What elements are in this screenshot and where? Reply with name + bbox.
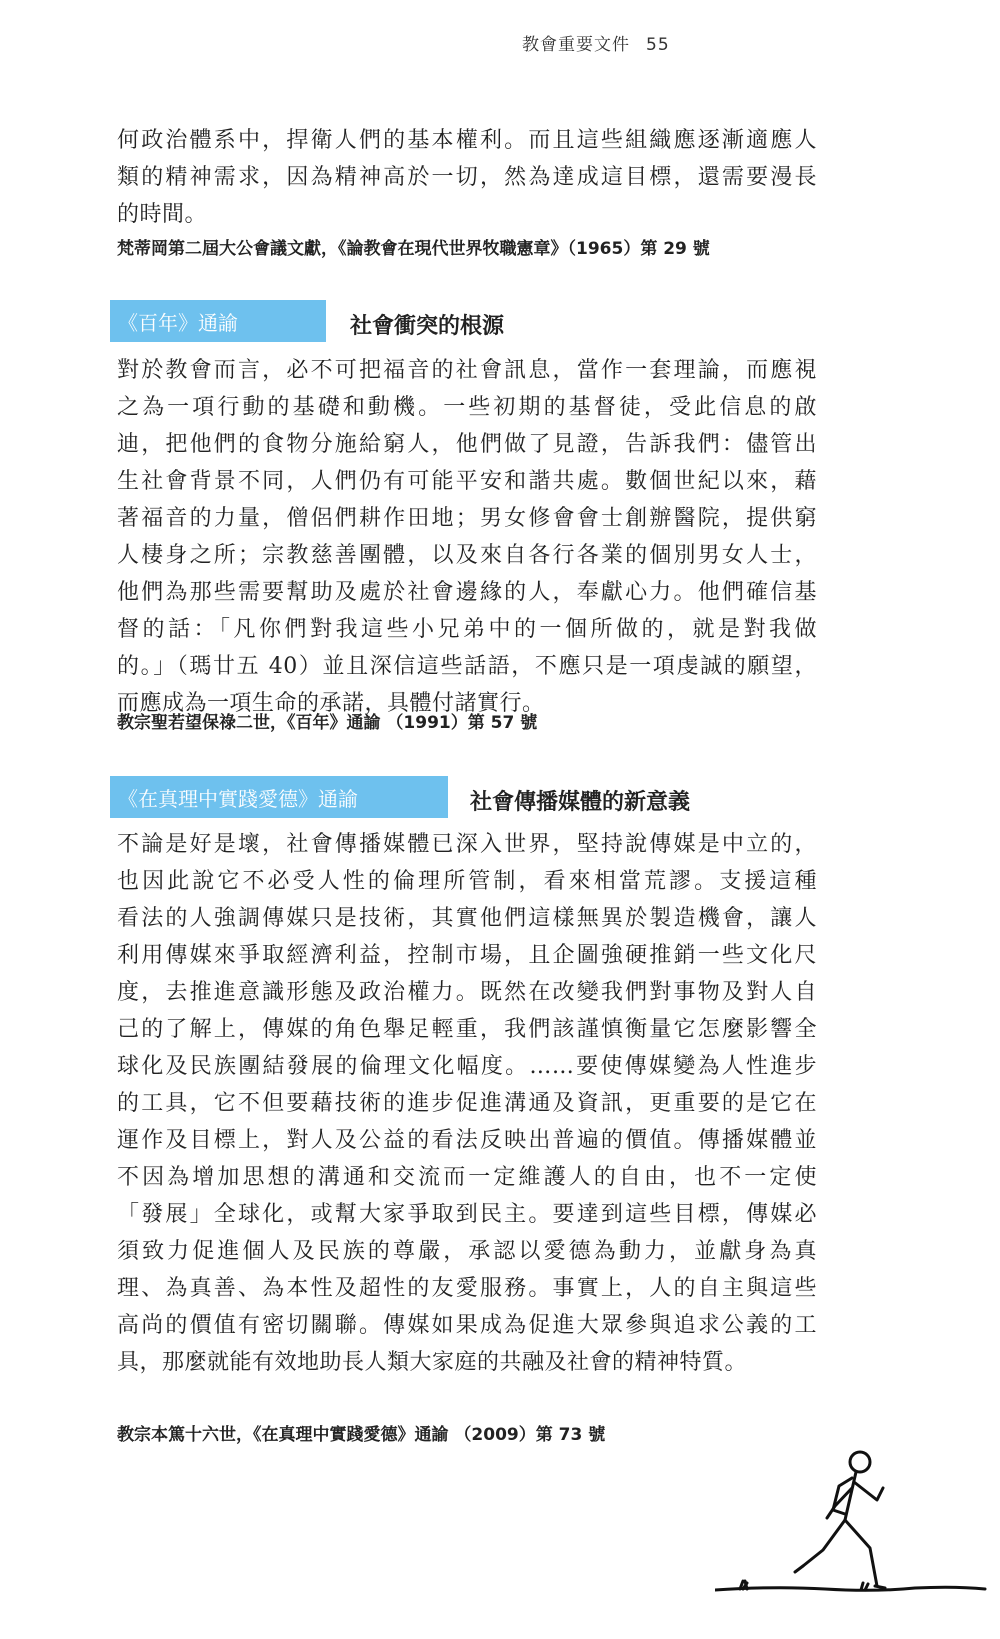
text-line: 對於教會而言，必不可把福音的社會訊息，當作一套理論，而應視 <box>117 358 817 383</box>
text-line: 利用傳媒來爭取經濟利益，控制市場，且企圖強硬推銷一些文化尺 <box>117 943 817 968</box>
text-line: 何政治體系中，捍衛人們的基本權利。而且這些組織應逐漸適應人 <box>117 128 817 153</box>
running-header <box>522 30 670 55</box>
text-line: 須致力促進個人及民族的尊嚴，承認以愛德為動力，並獻身為真 <box>117 1239 817 1264</box>
text-line: 不因為增加思想的溝通和交流而一定維護人的自由，也不一定使 <box>117 1165 817 1190</box>
text-line: 不論是好是壞，社會傳播媒體已深入世界，堅持說傳媒是中立的， <box>117 832 817 857</box>
section1-source: 教宗聖若望保祿二世，《百年》通諭 （1991）第 57 號 <box>117 713 538 733</box>
text-line: 也因此說它不必受人性的倫理所管制，看來相當荒謬。支援這種 <box>117 869 817 894</box>
text-line: 生社會背景不同，人們仍有可能平安和諧共處。數個世紀以來，藉 <box>117 469 817 494</box>
text-line: 督的話：「凡你們對我這些小兄弟中的一個所做的，就是對我做 <box>117 617 817 642</box>
text-line: 的時間。 <box>117 202 208 227</box>
text-line: 而應成為一項生命的承諾，具體付諸實行。 <box>117 691 545 716</box>
text-line: 迪，把他們的食物分施給窮人，他們做了見證，告訴我們：儘管出 <box>117 432 817 457</box>
text-line: 度，去推進意識形態及政治權力。既然在改變我們對事物及對人自 <box>117 980 817 1005</box>
section2-paragraph <box>117 826 817 1381</box>
text-line: 理、為真善、為本性及超性的友愛服務。事實上，人的自主與這些 <box>117 1276 817 1301</box>
text-line: 運作及目標上，對人及公益的看法反映出普遍的價值。傳播媒體並 <box>117 1128 817 1153</box>
text-line: 人棲身之所；宗教慈善團體，以及來自各行各業的個別男女人士， <box>117 543 817 568</box>
text-line: 的。」（瑪廿五 40）並且深信這些話語，不應只是一項虔誠的願望， <box>117 654 817 679</box>
text-line: 看法的人強調傳媒只是技術，其實他們這樣無異於製造機會，讓人 <box>117 906 817 931</box>
text-line: 「發展」全球化，或幫大家爭取到民主。要達到這些目標，傳媒必 <box>117 1202 817 1227</box>
text-line: 著福音的力量，僧侶們耕作田地；男女修會會士創辦醫院，提供窮 <box>117 506 817 531</box>
page-number: 55 <box>646 35 670 55</box>
text-line: 類的精神需求，因為精神高於一切，然為達成這目標，還需要漫長 <box>117 165 817 190</box>
section2-source: 教宗本篤十六世，《在真理中實踐愛德》通諭 （2009）第 73 號 <box>117 1425 606 1445</box>
text-line: 具，那麼就能有效地助長人類大家庭的共融及社會的精神特質。 <box>117 1350 748 1375</box>
section1-paragraph <box>117 352 817 722</box>
section1-label: 《百年》通諭 <box>110 300 326 342</box>
text-line: 己的了解上，傳媒的角色舉足輕重，我們該謹慎衡量它怎麼影響全 <box>117 1017 817 1042</box>
text-line: 他們為那些需要幫助及處於社會邊緣的人，奉獻心力。他們確信基 <box>117 580 817 605</box>
text-line: 的工具，它不但要藉技術的進步促進溝通及資訊，更重要的是它在 <box>117 1091 817 1116</box>
running-figure-illustration <box>715 1440 1000 1630</box>
intro-paragraph <box>117 122 817 233</box>
text-line: 高尚的價值有密切關聯。傳媒如果成為促進大眾參與追求公義的工 <box>117 1313 817 1338</box>
header-title: 教會重要文件 <box>522 35 630 55</box>
text-line: 球化及民族團結發展的倫理文化幅度。……要使傳媒變為人性進步 <box>117 1054 817 1079</box>
section2-label: 《在真理中實踐愛德》通諭 <box>110 776 448 818</box>
intro-source: 梵蒂岡第二屆大公會議文獻，《論教會在現代世界牧職憲章》（1965）第 29 號 <box>117 239 710 259</box>
text-line: 之為一項行動的基礎和動機。一些初期的基督徒，受此信息的啟 <box>117 395 817 420</box>
section2-title: 社會傳播媒體的新意義 <box>470 790 691 815</box>
section1-title: 社會衝突的根源 <box>350 314 505 339</box>
